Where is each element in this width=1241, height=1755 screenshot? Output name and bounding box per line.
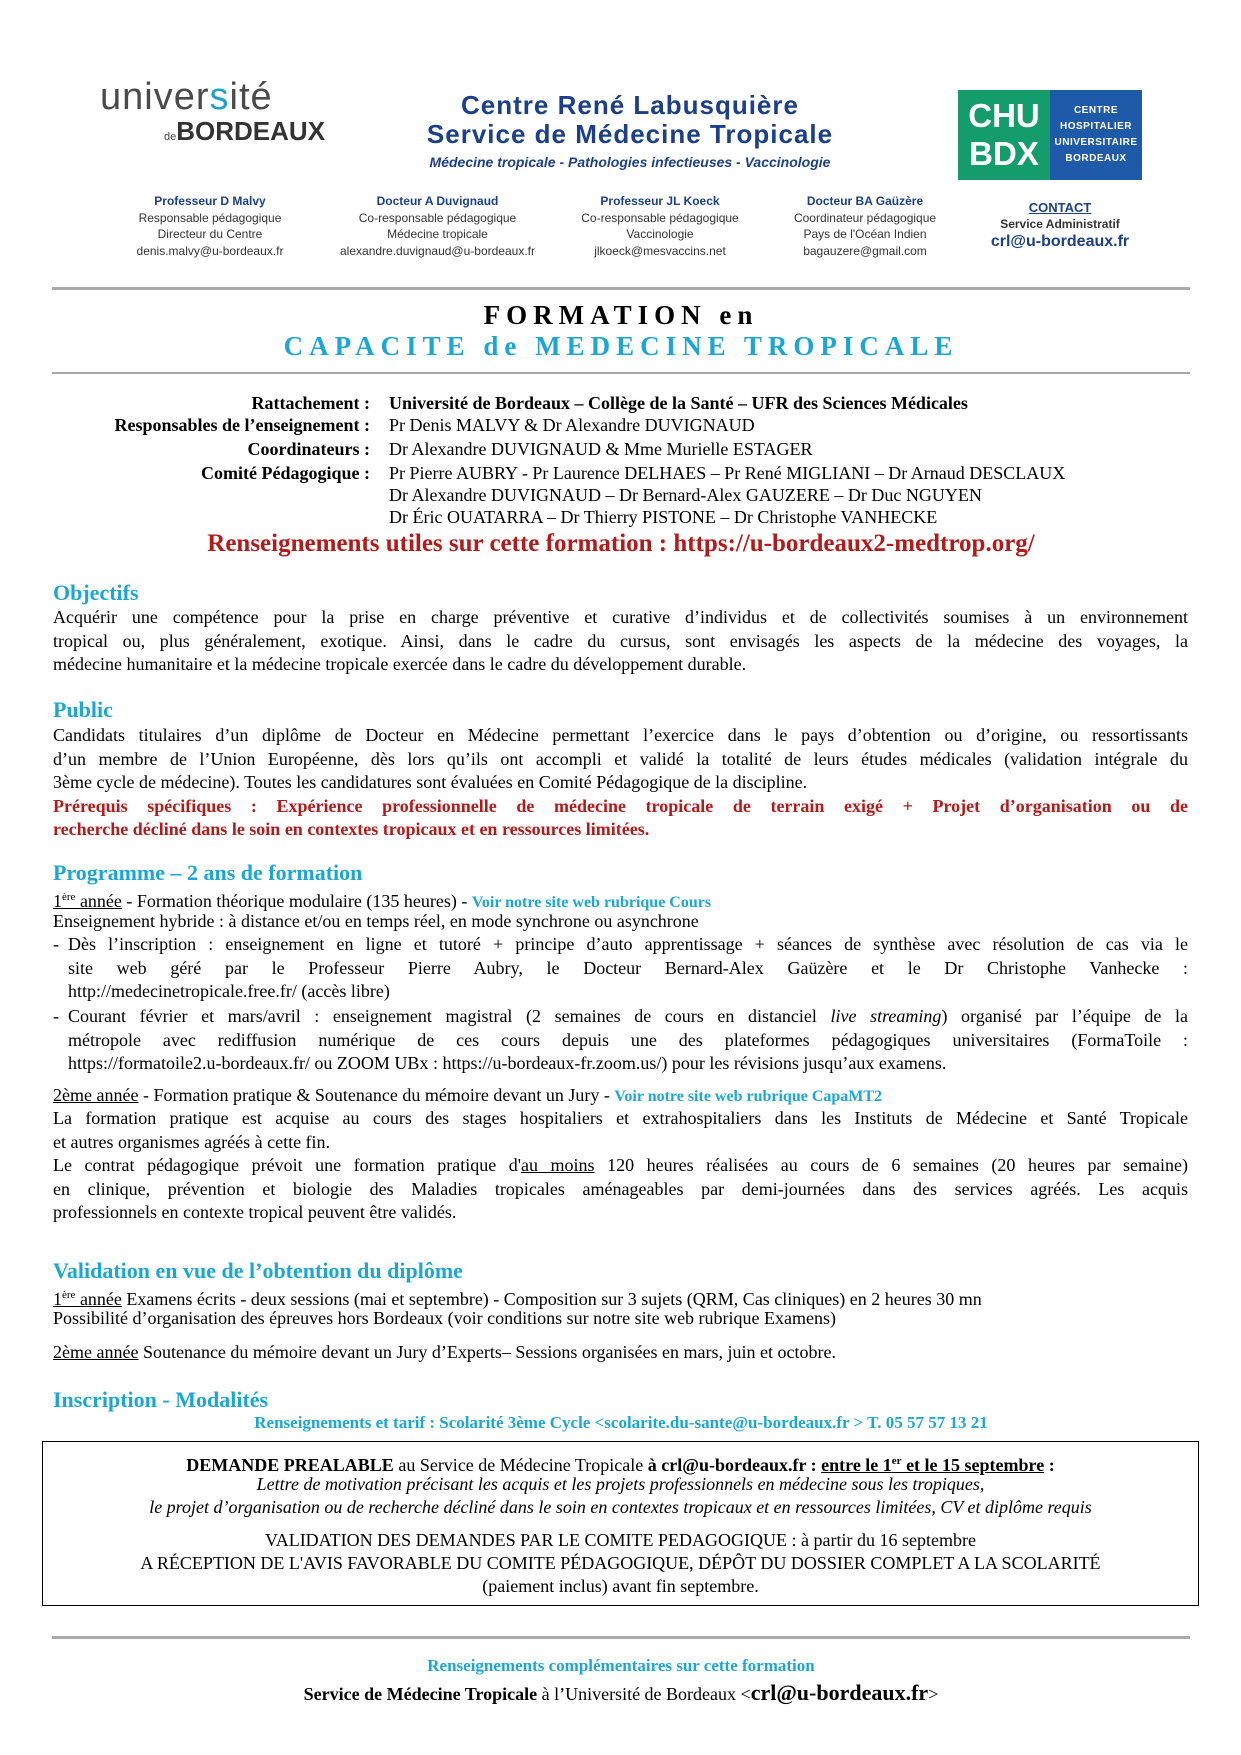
text-line: métropole avec rediffusion numérique de ces cours depuis une des plateformes pédagogiques universitaires (FormaToile : bbox=[68, 1029, 1188, 1050]
info-value-responsables: Pr Denis MALVY & Dr Alexandre DUVIGNAUD bbox=[389, 415, 755, 435]
year2-text: - Formation pratique & Soutenance du mémoire devant un Jury - bbox=[138, 1085, 615, 1105]
validation-demandes: VALIDATION DES DEMANDES PAR LE COMITE PEDAGOGIQUE : à partir du 16 septembre bbox=[265, 1530, 976, 1550]
programme-bullet-1 bbox=[53, 933, 1188, 1004]
cours-link[interactable]: Voir notre site web rubrique Cours bbox=[471, 894, 712, 911]
text-underline: au moins bbox=[520, 1155, 595, 1175]
year-sup: ère bbox=[62, 1289, 76, 1301]
info-label-rattachement: Rattachement : bbox=[251, 393, 370, 413]
info-value-rattachement: Université de Bordeaux – Collège de la Santé – UFR des Sciences Médicales bbox=[389, 393, 968, 413]
year2-text: Soutenance du mémoire devant un Jury d’Experts– Sessions organisées en mars, juin et octobre. bbox=[138, 1342, 836, 1362]
year-word: année bbox=[75, 891, 122, 911]
text-span: Le contrat pédagogique prévoit une formation pratique d' bbox=[53, 1155, 521, 1175]
contact-email[interactable]: denis.malvy@u-bordeaux.fr bbox=[136, 243, 284, 258]
hybrid-text: Enseignement hybride : à distance et/ou en temps réel, en mode synchrone ou asynchrone bbox=[53, 911, 699, 931]
text-line: Candidats titulaires d’un diplôme de Docteur en Médecine permettant l’exercice dans le pays d’obtention ou d’origine, ou ressortissants bbox=[53, 725, 1188, 745]
demande-requirements-1: Lettre de motivation précisant les acquis et les projets professionnels en médecine sous les tropiques, bbox=[256, 1474, 985, 1494]
info-value-coordinateurs: Dr Alexandre DUVIGNAUD & Mme Murielle ESTAGER bbox=[389, 439, 813, 459]
header-divider bbox=[52, 287, 1190, 290]
paiement-line: (paiement inclus) avant fin septembre. bbox=[482, 1576, 759, 1596]
chu-logo-line: CENTRE bbox=[1073, 105, 1119, 116]
year1-label bbox=[53, 891, 122, 911]
prerequis-line: Prérequis spécifiques : Expérience professionnelle de médecine tropicale de terrain exigé + Projet d’organisation ou de bbox=[53, 795, 1188, 816]
text-line: Dès l’inscription : enseignement en ligne et tutoré + principe d’auto apprentissage + séances de synthèse avec résolution de cas via le bbox=[68, 934, 1188, 954]
contact-role: Pays de l'Océan Indien bbox=[803, 227, 927, 241]
inscription-heading: Inscription - Modalités bbox=[53, 1387, 269, 1412]
chu-logo-text-2: BDX bbox=[969, 135, 1039, 172]
year2-label: 2ème année bbox=[53, 1085, 139, 1105]
contact-box bbox=[975, 199, 1145, 252]
text-line: La formation pratique est acquise au cours des stages hospitaliers et extrahospitaliers dans les Instituts de Médecine et Santé Tropicale bbox=[53, 1108, 1188, 1128]
prerequis-line: recherche décliné dans le soin en contextes tropicaux et en ressources limitées. bbox=[53, 819, 650, 839]
contact-malvy bbox=[110, 193, 310, 259]
validation-year1-line2: Possibilité d’organisation des épreuves hors Bordeaux (voir conditions sur notre site web rubrique Examens) bbox=[53, 1308, 837, 1328]
footer-text: à l’Université de Bordeaux < bbox=[537, 1684, 751, 1704]
footer-service: Service de Médecine Tropicale bbox=[303, 1684, 538, 1704]
service-title: Service de Médecine Tropicale bbox=[426, 119, 834, 149]
year1-text: - Formation théorique modulaire (135 heures) - bbox=[121, 891, 472, 911]
chu-logo-line: BORDEAUX bbox=[1065, 153, 1127, 164]
contact-duvignaud bbox=[325, 193, 550, 259]
text-bold: : bbox=[806, 1455, 822, 1475]
demande-requirements-2: le projet d’organisation ou de recherche décliné dans le soin en contextes tropicaux et en ressources limitées, CV et diplôme requis bbox=[149, 1497, 1092, 1517]
text-sup: er bbox=[891, 1455, 902, 1467]
programme-heading: Programme – 2 ans de formation bbox=[53, 860, 363, 885]
footer-text-end: > bbox=[928, 1684, 939, 1704]
contact-name: Professeur D Malvy bbox=[154, 194, 266, 208]
formation-title: FORMATION en bbox=[483, 300, 759, 330]
year1-text: Examens écrits - deux sessions (mai et septembre) - Composition sur 3 sujets (QRM, Cas cliniques) en 2 heures 30 mn bbox=[121, 1289, 982, 1309]
centre-title: Centre René Labusquière bbox=[461, 90, 799, 120]
scolarite-contact[interactable]: Renseignements et tarif : Scolarité 3ème Cycle <scolarite.du-sante@u-bordeaux.fr > T. 05 57 57 13 21 bbox=[254, 1413, 988, 1432]
contact-service: Service Administratif bbox=[1000, 217, 1120, 231]
text-line: professionnels en contexte tropical peuvent être validés. bbox=[53, 1202, 457, 1222]
year-word: année bbox=[75, 1289, 122, 1309]
logo-text-accent: s bbox=[209, 76, 230, 118]
contact-role: Directeur du Centre bbox=[157, 227, 263, 241]
public-text bbox=[53, 724, 1188, 842]
text-line bbox=[68, 1005, 1188, 1029]
bullet-dash: - bbox=[53, 934, 59, 954]
bullet-dash: - bbox=[53, 1006, 59, 1026]
chu-logo-right bbox=[1050, 90, 1142, 180]
chu-bordeaux-logo bbox=[958, 90, 1142, 180]
text-span: Courant février et mars/avril : enseignement magistral (2 semaines de cours en distanciel bbox=[68, 1006, 831, 1026]
year2-label: 2ème année bbox=[53, 1342, 139, 1362]
contact-email[interactable]: alexandre.duvignaud@u-bordeaux.fr bbox=[340, 243, 535, 258]
contact-email-main[interactable]: crl@u-bordeaux.fr bbox=[990, 233, 1130, 250]
footer-contact bbox=[52, 1680, 1190, 1706]
title-divider bbox=[52, 372, 1190, 374]
chu-logo-line: UNIVERSITAIRE bbox=[1054, 137, 1138, 148]
text-bold: : bbox=[1044, 1455, 1055, 1475]
info-label-responsables: Responsables de l’enseignement : bbox=[114, 415, 370, 435]
validation-year2-line bbox=[53, 1341, 1188, 1365]
contact-role: Co-responsable pédagogique bbox=[581, 210, 739, 225]
text-em: live streaming bbox=[830, 1006, 942, 1026]
text-line: https://formatoile2.u-bordeaux.fr/ ou ZOOM UBx : https://u-bordeaux-fr.zoom.us/) pour les révisions jusqu’aux examens. bbox=[68, 1053, 947, 1073]
info-value-comite: Pr Pierre AUBRY - Pr Laurence DELHAES – Pr René MIGLIANI – Dr Arnaud DESCLAUX bbox=[389, 463, 1066, 483]
footer-title: Renseignements complémentaires sur cette formation bbox=[427, 1656, 815, 1675]
text-span: 120 heures réalisées au cours de 6 semaines (20 heures par semaine) bbox=[594, 1155, 1189, 1175]
contact-role: Coordinateur pédagogique bbox=[793, 210, 937, 225]
text-bold: entre le 1 bbox=[821, 1455, 892, 1475]
year-sup: ère bbox=[62, 891, 76, 903]
objectifs-heading: Objectifs bbox=[53, 580, 139, 605]
text-line: site web géré par le Professeur Pierre Aubry, le Docteur Bernard-Alex Gaüzère et le Dr Christophe Vanhecke : bbox=[68, 957, 1188, 978]
text-line bbox=[53, 1154, 1188, 1178]
contact-koeck bbox=[565, 193, 755, 259]
chu-logo-text-1: CHU bbox=[968, 97, 1040, 134]
contact-role: Vaccinologie bbox=[626, 227, 694, 241]
info-value-comite-2: Dr Alexandre DUVIGNAUD – Dr Bernard-Alex GAUZERE – Dr Duc NGUYEN bbox=[389, 485, 982, 505]
text-bold: DEMANDE PREALABLE bbox=[186, 1455, 394, 1475]
text-line: tropical ou, plus généralement, exotique. Ainsi, dans le cadre du cursus, sont envisagés les aspects de la médecine des voyages, la bbox=[53, 630, 1188, 651]
info-label-comite: Comité Pédagogique : bbox=[201, 463, 370, 483]
logo-text-2: ité bbox=[229, 76, 273, 118]
contact-name: Professeur JL Koeck bbox=[600, 194, 720, 208]
text-line: d’un membre de l’Union Européenne, dès lors qu’ils ont accompli et validé la totalité de leurs études médicales (validation intégrale du bbox=[53, 748, 1188, 769]
chu-logo-left bbox=[958, 90, 1050, 180]
validation-heading: Validation en vue de l’obtention du diplôme bbox=[53, 1258, 463, 1283]
year-num: 1 bbox=[53, 1289, 62, 1309]
text-span: au Service de Médecine Tropicale bbox=[393, 1455, 648, 1475]
programme-year2-line bbox=[53, 1084, 1188, 1109]
programme-bullet-2 bbox=[53, 1005, 1188, 1076]
universite-bordeaux-logo bbox=[100, 78, 330, 158]
service-subtitle: Médecine tropicale - Pathologies infectieuses - Vaccinologie bbox=[429, 154, 831, 170]
renseignements-link[interactable]: Renseignements utiles sur cette formation : https://u-bordeaux2-medtrop.org/ bbox=[207, 530, 1035, 557]
public-heading: Public bbox=[53, 697, 113, 722]
logo-text-de: de bbox=[164, 131, 177, 143]
year2-paragraph bbox=[53, 1107, 1188, 1225]
objectifs-text bbox=[53, 606, 1188, 677]
text-line: médecine humanitaire et la médecine tropicale exercée dans le cadre du développement durable. bbox=[53, 654, 747, 674]
text-line: Acquérir une compétence pour la prise en charge préventive et curative d’individus et de collectivités soumises à un environnement bbox=[53, 607, 1188, 627]
contact-role: Responsable pédagogique bbox=[138, 210, 282, 225]
info-value-comite-3: Dr Éric OUATARRA – Dr Thierry PISTONE – Dr Christophe VANHECKE bbox=[389, 507, 938, 527]
text-bold: et le 15 septembre bbox=[901, 1455, 1045, 1475]
formation-subtitle: CAPACITE de MEDECINE TROPICALE bbox=[283, 331, 959, 361]
demande-email[interactable]: à crl@u-bordeaux.fr bbox=[647, 1455, 807, 1475]
contact-gauzere bbox=[770, 193, 960, 259]
year-num: 1 bbox=[53, 891, 62, 911]
footer-divider bbox=[52, 1636, 1190, 1639]
text-line: http://medecinetropicale.free.fr/ (accès libre) bbox=[68, 981, 390, 1001]
contact-label: CONTACT bbox=[1028, 200, 1092, 215]
info-label-coordinateurs: Coordinateurs : bbox=[247, 439, 370, 459]
contact-email[interactable]: jlkoeck@mesvaccins.net bbox=[594, 243, 726, 258]
text-line: en clinique, prévention et biologie des Maladies tropicales aménageables par demi-journées dans des services agréés. Les acquis bbox=[53, 1178, 1188, 1199]
year1-label bbox=[53, 1289, 122, 1309]
footer-email[interactable]: crl@u-bordeaux.fr bbox=[750, 1680, 929, 1705]
text-line: 3ème cycle de médecine). Toutes les candidatures sont évaluées en Comité Pédagogique de la discipline. bbox=[53, 772, 808, 792]
logo-text-1: univer bbox=[100, 76, 210, 118]
text-line: et autres organismes agréés à cette fin. bbox=[53, 1131, 331, 1152]
contact-name: Docteur BA Gaüzère bbox=[806, 194, 924, 208]
text-span: ) organisé par l’équipe de la bbox=[941, 1006, 1188, 1026]
capamt2-link[interactable]: Voir notre site web rubrique CapaMT2 bbox=[614, 1088, 883, 1105]
reception-avis: A RÉCEPTION DE L'AVIS FAVORABLE DU COMITE PÉDAGOGIQUE, DÉPÔT DU DOSSIER COMPLET A LA SCOLARITÉ bbox=[140, 1553, 1101, 1573]
chu-logo-line: HOSPITALIER bbox=[1060, 121, 1132, 132]
contact-role: Co-responsable pédagogique bbox=[358, 210, 517, 225]
contact-email[interactable]: bagauzere@gmail.com bbox=[803, 243, 927, 258]
logo-text-bordeaux: BORDEAUX bbox=[176, 116, 326, 146]
contact-role: Médecine tropicale bbox=[387, 227, 488, 241]
contact-name: Docteur A Duvignaud bbox=[376, 194, 499, 208]
